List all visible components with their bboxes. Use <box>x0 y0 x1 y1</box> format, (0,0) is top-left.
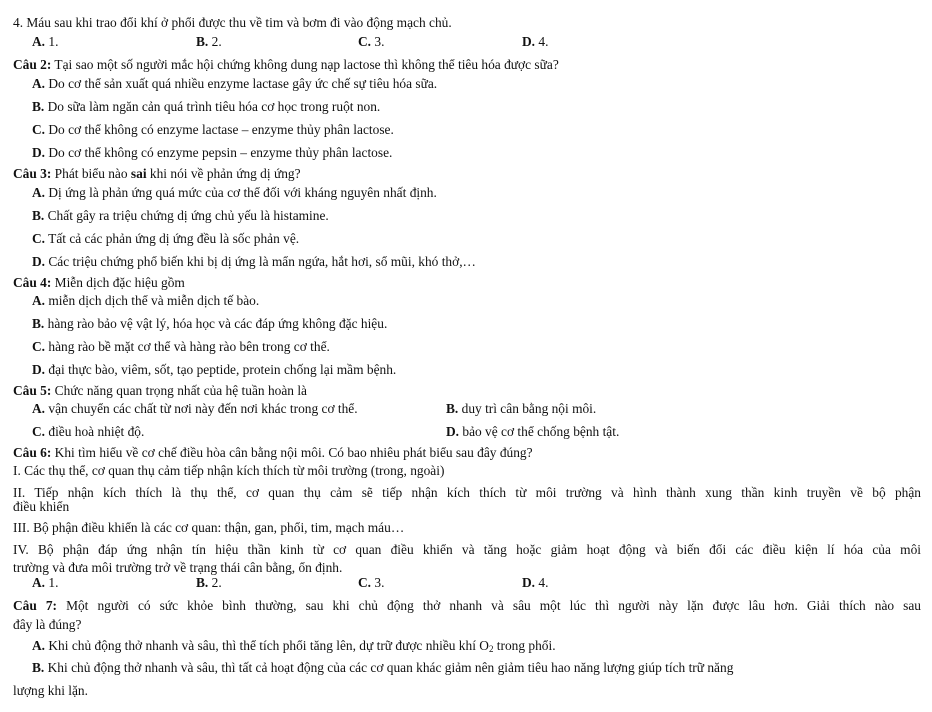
q6-option-d: D. 4. <box>522 575 549 590</box>
q7-option-b-line2: lượng khi lặn. <box>13 683 88 698</box>
q7-option-b-line1: B. Khi chủ động thở nhanh và sâu, thì tất cả hoạt động của các cơ quan khác giảm nên giảm tiêu hao năng lượng giúp tích trữ năng <box>32 660 734 675</box>
q1-option-d: D. 4. <box>522 34 549 49</box>
q1-option-b: B. 2. <box>196 34 222 49</box>
q5-option-c: C. điều hoà nhiệt độ. <box>32 424 145 439</box>
q5-stem: Câu 5: Chức năng quan trọng nhất của hệ tuần hoàn là <box>13 383 307 398</box>
q7-stem-line1: Câu 7: Một người có sức khỏe bình thường, sau khi chủ động thở nhanh và sâu một lúc thì người này lặn được lâu hơn. Giải thích nào sau <box>13 598 921 613</box>
q6-stem: Câu 6: Khi tìm hiểu về cơ chế điều hòa cân bằng nội môi. Có bao nhiêu phát biểu sau đây đúng? <box>13 445 533 460</box>
q5-option-d: D. bảo vệ cơ thể chống bệnh tật. <box>446 424 620 439</box>
q2-option-a: A. Do cơ thể sản xuất quá nhiều enzyme lactase gây ức chế sự tiêu hóa sữa. <box>32 76 438 91</box>
q3-stem: Câu 3: Phát biểu nào sai khi nói về phản ứng dị ứng? <box>13 166 301 181</box>
q4-option-d: D. đại thực bào, viêm, sốt, tạo peptide, protein chống lại mầm bệnh. <box>32 362 397 377</box>
q6-statement-2-line1: II. Tiếp nhận kích thích là thụ thể, cơ quan thụ cảm sẽ tiếp nhận kích thích từ môi trường và hình thành xung thần kinh truyền về bộ phận <box>13 485 921 500</box>
q1-option-c: C. 3. <box>358 34 385 49</box>
q6-option-b: B. 2. <box>196 575 222 590</box>
q6-statement-1: I. Các thụ thể, cơ quan thụ cảm tiếp nhận kích thích từ môi trường (trong, ngoài) <box>13 463 445 478</box>
q6-option-a: A. 1. <box>32 575 59 590</box>
q4-option-a: A. miễn dịch dịch thể và miễn dịch tế bào. <box>32 293 260 308</box>
q3-option-c: C. Tất cả các phản ứng dị ứng đều là sốc phản vệ. <box>32 231 300 246</box>
q4-option-b: B. hàng rào bảo vệ vật lý, hóa học và các đáp ứng không đặc hiệu. <box>32 316 388 331</box>
q7-stem-line2: đây là đúng? <box>13 617 82 632</box>
q6-statement-4-line2: trường và đưa môi trường trở về trạng thái cân bằng, ổn định. <box>13 560 343 575</box>
q6-statement-3: III. Bộ phận điều khiển là các cơ quan: thận, gan, phổi, tim, mạch máu… <box>13 520 405 535</box>
q4-stem: Câu 4: Miễn dịch đặc hiệu gồm <box>13 275 185 290</box>
q3-option-b: B. Chất gây ra triệu chứng dị ứng chủ yếu là histamine. <box>32 208 329 223</box>
q4-option-c: C. hàng rào bề mặt cơ thể và hàng rào bên trong cơ thể. <box>32 339 330 354</box>
q6-statement-2-line2: điều khiển <box>13 499 70 514</box>
q2-option-c: C. Do cơ thể không có enzyme lactase – enzyme thủy phân lactose. <box>32 122 394 137</box>
q2-option-d: D. Do cơ thể không có enzyme pepsin – enzyme thủy phân lactose. <box>32 145 393 160</box>
q3-option-a: A. Dị ứng là phản ứng quá mức của cơ thể đối với kháng nguyên nhất định. <box>32 185 437 200</box>
q5-option-b: B. duy trì cân bằng nội môi. <box>446 401 597 416</box>
q7-option-a: A. Khi chủ động thở nhanh và sâu, thì thể tích phổi tăng lên, dự trữ được nhiều khí $O_2$ trong phổi. <box>32 638 556 654</box>
q6-option-c: C. 3. <box>358 575 385 590</box>
q1-stem: 4. Máu sau khi trao đổi khí ở phổi được thu về tim và bơm đi vào động mạch chủ. <box>13 15 452 30</box>
q1-option-a: A. 1. <box>32 34 59 49</box>
q5-option-a: A. vận chuyển các chất từ nơi này đến nơi khác trong cơ thể. <box>32 401 358 416</box>
q6-statement-4-line1: IV. Bộ phận đáp ứng nhận tín hiệu thần kinh từ cơ quan điều khiển và tăng hoặc giảm hoạt động và biến đổi các điều kiện lí hóa của môi <box>13 542 921 557</box>
q3-option-d: D. Các triệu chứng phổ biến khi bị dị ứng là mẩn ngứa, hắt hơi, sổ mũi, khó thở,… <box>32 254 476 269</box>
q2-stem: Câu 2: Tại sao một số người mắc hội chứng không dung nạp lactose thì không thể tiêu hóa được sữa? <box>13 57 559 72</box>
q2-option-b: B. Do sữa làm ngăn cản quá trình tiêu hóa cơ học trong ruột non. <box>32 99 381 114</box>
